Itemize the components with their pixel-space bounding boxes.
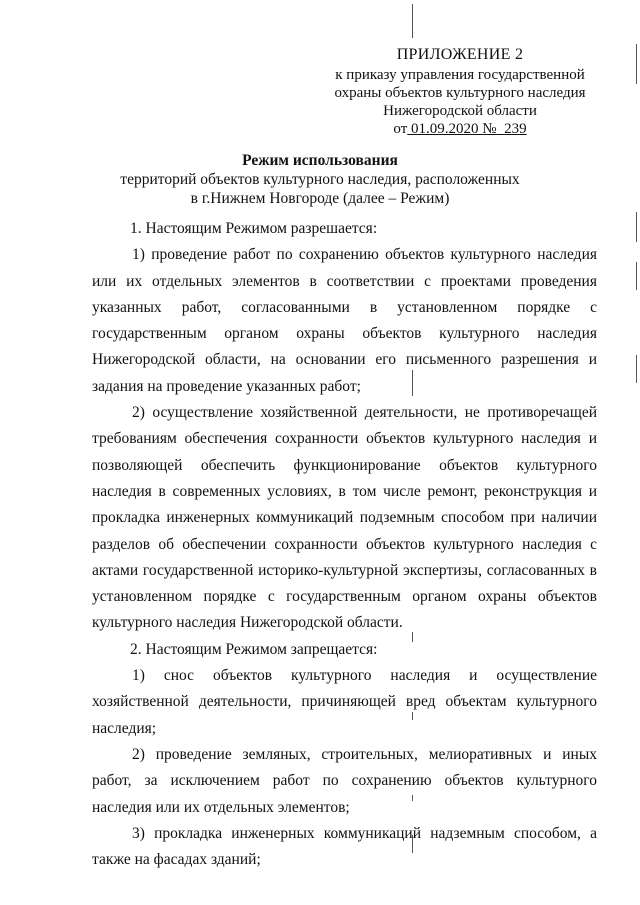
list-item: 1) проведение работ по сохранению объектов культурного наследия или их отдельных элементов в соответствии с проектами проведения указанных работ, согласованными в установленном порядке с государственным органом охраны объектов культурного наследия Нижегородской области, на основании его письменного разрешения и задания на проведение указанных работ; [92, 246, 597, 395]
appendix-line: Нижегородской области [383, 103, 537, 119]
appendix-date-line [320, 120, 600, 138]
list-item: 2) проведение земляных, строительных, мелиоративных и иных работ, за исключением работ по сохранению объектов культурного наследия или их отдельных элементов; [92, 745, 597, 816]
scan-mark [412, 4, 413, 38]
order-number: 239 [504, 121, 527, 137]
list-item: 1) снос объектов культурного наследия и осуществление хозяйственной деятельности, причиняющей вред объектам культурного наследия; [92, 667, 597, 737]
number-prefix: № [482, 121, 497, 137]
appendix-block [320, 46, 600, 138]
date-prefix: от [393, 121, 408, 137]
appendix-title: ПРИЛОЖЕНИЕ 2 [396, 46, 524, 63]
section-header: 2. Настоящим Режимом запрещается: [130, 640, 378, 658]
heading-line: в г.Нижнем Новгороде (далее – Режим) [190, 190, 450, 207]
heading-line: территорий объектов культурного наследия, расположенных [120, 171, 520, 188]
document-heading [40, 151, 600, 208]
appendix-line: охраны объектов культурного наследия [334, 85, 586, 101]
document-body [92, 216, 597, 873]
list-item: 3) прокладка инженерных коммуникаций надземным способом, а также на фасадах зданий; [92, 824, 597, 869]
scan-mark [636, 355, 637, 383]
section-header: 1. Настоящим Режимом разрешается: [130, 220, 378, 237]
scan-mark [636, 262, 637, 290]
scan-mark [636, 212, 637, 242]
order-date: 01.09.2020 [411, 121, 479, 137]
list-item: 2) осуществление хозяйственной деятельности, не противоречащей требованиям обеспечения сохранности объектов культурного наследия и позволяющей обеспечить функционирование объектов культурного наследия в современных условиях, в том числе ремонт, реконструкция и прокладка инженерных коммуникаций подземным способом при наличии разделов об обеспечении сохранности объектов культурного наследия с актами государственной историко-культурной экспертизы, согласованных в установленном порядке с государственным органом охраны объектов культурного наследия Нижегородской области. [92, 404, 597, 632]
heading-title: Режим использования [242, 152, 398, 169]
scan-mark [636, 44, 637, 84]
appendix-line: к приказу управления государственной [335, 67, 585, 83]
